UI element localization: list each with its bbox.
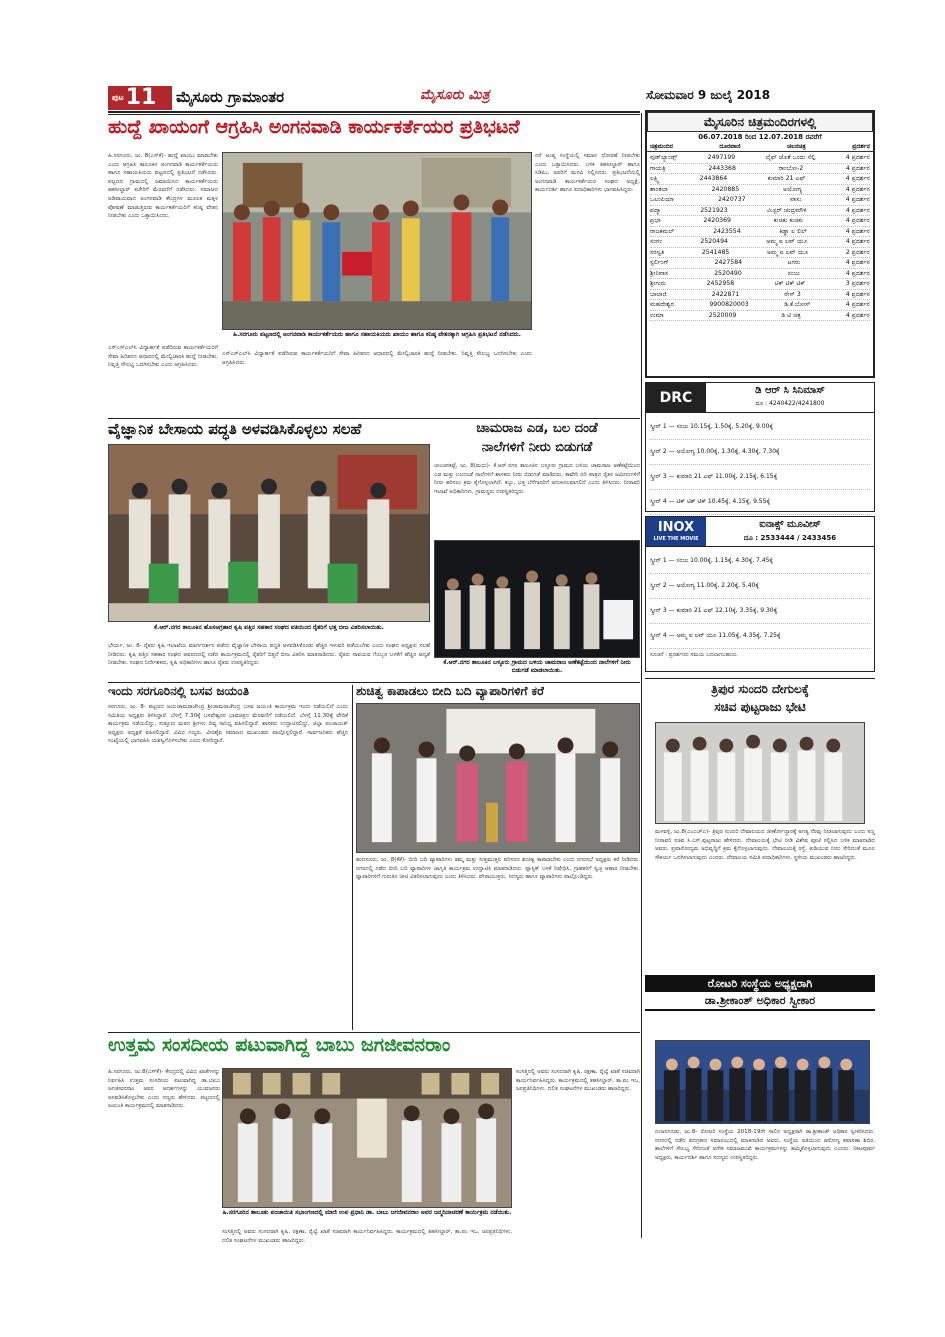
inox-title: ಐನಾಕ್ಸ್ ಮೂವೀಸ್ [759, 519, 821, 530]
cinema-row [650, 258, 870, 269]
story8-body-right: ಸಂಸತ್ತಿನಲ್ಲಿ ಅವರು ಸಂಸದರಾಗಿ ಕೃಷಿ, ರಕ್ಷಣಾ, ರೈಲ್ವೆ ಖಾತೆ ಸಚಿವರಾಗಿ ಕಾರ್ಯನಿರ್ವಹಿಸಿದ್ದರು. ಕಾರ್ಯಕ್ರಮದಲ್ಲಿ ತಹಸೀಲ್ದಾರ್, ತಾ.ಪಂ ಇಒ, ಜನಪ್ರತಿನಿಧಿಗಳು, ದಲಿತ ಸಂಘಟನೆಗಳ ಮುಖಂಡರು ಹಾಜರಿದ್ದರು. [516, 1069, 640, 1093]
cinema-shows: 4 ಪ್ರದರ್ಶನ [845, 311, 870, 319]
divider [645, 678, 875, 679]
story5-photo [356, 703, 640, 853]
cinema-shows: 4 ಪ್ರದರ್ಶನ [845, 290, 870, 298]
story5-headline: ಶುಚಿತ್ವ ಕಾಪಾಡಲು ಬೀದಿ ಬದಿ ವ್ಯಾಪಾರಿಗಳಿಗೆ ಕರೆ [356, 684, 544, 698]
cinema-film: ಡಿ ಟಿ ಚಿತ್ರ [781, 311, 801, 319]
cinema-phone: 2420737 [718, 196, 746, 203]
cinema-theatre-name: ಸ್ಟರ್ಲಿಂಗ್ [650, 259, 669, 266]
cinema-phone: 2452958 [706, 280, 735, 287]
story6-headline-line1: ತ್ರಿಪುರ ಸುಂದರಿ ದೇಗುಲಕ್ಕೆ [711, 682, 809, 696]
cinema-film: ಸಂಜು [787, 269, 800, 277]
story1-body-bottom: ಎಸ್‌ಎಸ್‌ಎಲ್‌ಸಿ ವಿದ್ಯಾರ್ಹತೆ ಪಡೆದಿರುವ ಕಾರ್ಯಕರ್ತೆಯರಿಗೆ ಸೇವಾ ಹಿರಿತನದ ಆಧಾರದಲ್ಲಿ ಮೇಲ್ವಿಚಾರಕಿ ಹುದ್ದೆ ನೀಡಬೇಕು. ನಿವೃತ್ತಿ ಸೌಲಭ್ಯ ಒದಗಿಸಬೇಕು ಎಂದು ಆಗ್ರಹಿಸಿದರು. [222, 351, 532, 366]
inox-logo-text: INOX [657, 520, 695, 535]
cinema-film: ಡಿ.ಕೆ.ಬೋಸ್ [784, 301, 811, 308]
cinema-phone: 2520490 [714, 269, 742, 277]
divider [108, 682, 640, 683]
divider [108, 418, 640, 419]
right-column-divider [641, 113, 642, 1238]
newspaper-brand: ಮೈಸೂರು ಮಿತ್ರ [420, 87, 490, 103]
story7-headline-box [645, 975, 875, 1011]
col-header-theatre: ಚಿತ್ರಮಂದಿರ [650, 143, 673, 150]
cinema-phone: 2520494 [700, 238, 728, 245]
cinema-film: ಟಿಕ್ ಟಿಕ್ ಟಿಕ್ [774, 280, 806, 287]
cinema-shows: 4 ಪ್ರದರ್ಶನ [845, 238, 870, 245]
drc-header [646, 383, 874, 413]
cinema-phone: 2420885 [711, 185, 740, 193]
cinema-film: ಅಯೋಗ್ಯ [782, 185, 802, 193]
inox-note: ಸೂಚನೆ : ಪ್ರದರ್ಶನದ ಸಮಯ ಬದಲಾಗಬಹುದು. [650, 652, 739, 658]
cinema-phone: 2541485 [701, 248, 730, 256]
inox-logo [646, 517, 706, 546]
cinema-shows: 4 ಪ್ರದರ್ಶನ [845, 206, 870, 214]
cinema-shows: 4 ಪ್ರದರ್ಶನ [845, 154, 870, 161]
cinema-phone: 2520009 [708, 311, 737, 319]
cinema-shows: 2 ಪ್ರದರ್ಶನ [845, 248, 870, 256]
story6-headline-line2: ಸಚಿವ ಪುಟ್ಟರಾಜು ಭೇಟಿ [714, 700, 806, 714]
cinema-row [650, 216, 870, 227]
cinema-date-range: 06.07.2018 ರಿಂದ 12.07.2018 ರವರೆಗೆ [698, 133, 822, 141]
cinema-theatre-name: ಪದ್ಮಾ [650, 206, 661, 214]
cinema-film: ಕುಮಾರಿ 21 ಎಫ್ [767, 175, 806, 182]
story1-photo [222, 152, 532, 330]
story1-body-left-cont: ಎಸ್‌ಎಸ್‌ಎಲ್‌ಸಿ ವಿದ್ಯಾರ್ಹತೆ ಪಡೆದಿರುವ ಕಾರ್ಯಕರ್ತೆಯರಿಗೆ ಸೇವಾ ಹಿರಿತನದ ಆಧಾರದಲ್ಲಿ ಮೇಲ್ವಿಚಾರಕಿ ಹುದ್ದೆ ನೀಡಬೇಕು. ನಿವೃತ್ತಿ ಸೌಲಭ್ಯ ಒದಗಿಸಬೇಕು ಎಂದು ಆಗ್ರಹಿಸಿದರು. [108, 345, 218, 369]
cinema-theatre-name: ಪ್ರಭಾ [650, 217, 661, 224]
inox-schedule [646, 547, 874, 651]
cinema-row [650, 269, 870, 280]
drc-title-block [706, 383, 874, 412]
cinema-film: ಮಿಸ್ಟರ್ ಚಂದ್ರಮೌಳಿ [766, 206, 807, 214]
cinema-shows: 4 ಪ್ರದರ್ಶನ [845, 259, 870, 266]
cinema-row [650, 300, 870, 311]
cinema-row [650, 153, 870, 164]
story4-body: ಸರಗೂರು, ಜು. 8- ಪಟ್ಟಣದ ಜಯಚಾಮರಾಜೇಂದ್ರ ಶ್ರೀಚಾಮರಾಜೇಂದ್ರ ಬಸವ ಜಯಂತಿ ಕಾರ್ಯಕ್ರಮ ಇಂದು ನಡೆಯಲಿದೆ ಎಂದು ಸಮಿತಿಯ ಅಧ್ಯಕ್ಷರು ತಿಳಿಸಿದ್ದಾರೆ. ಬೆಳಗ್ಗೆ 7.30ಕ್ಕೆ ಬಸವೇಶ್ವರರ ಭಾವಚಿತ್ರದ ಮೆರವಣಿಗೆ ನಡೆಯಲಿದೆ. ಬೆಳಗ್ಗೆ 11.30ಕ್ಕೆ ವೇದಿಕೆ ಕಾರ್ಯಕ್ರಮ ನಡೆಯಲಿದ್ದು, ಸುತ್ತೂರು ಮಠದ ಶ್ರೀಗಳು ದಿವ್ಯ ಸಾನಿಧ್ಯ ವಹಿಸಲಿದ್ದಾರೆ. ಶಾಸಕರು ಉದ್ಘಾಟಿಸಲಿದ್ದು, ಜಿಲ್ಲಾ ಪಂಚಾಯತ್ ಅಧ್ಯಕ್ಷರು ಅಧ್ಯಕ್ಷತೆ ವಹಿಸಲಿದ್ದಾರೆ. ವಿವಿಧ ಗಣ್ಯರು, ವೀರಶೈವ ಸಮಾಜದ ಮುಖಂಡರು ಪಾಲ್ಗೊಳ್ಳಲಿದ್ದಾರೆ. ಸಾರ್ವಜನಿಕರು ಹೆಚ್ಚಿನ ಸಂಖ್ಯೆಯಲ್ಲಿ ಭಾಗವಹಿಸಿ ಯಶಸ್ವಿಗೊಳಿಸಬೇಕು ಎಂದು ಕೋರಿದ್ದಾರೆ. [108, 704, 348, 745]
story4-headline: ಇಂದು ಸರಗೂರಿನಲ್ಲಿ ಬಸವ ಜಯಂತಿ [108, 684, 249, 698]
cinema-row [650, 174, 870, 185]
cinema-row [650, 185, 870, 196]
story1-body-right: ನರೆ ಅಂತ್ಯ ಸಂಸ್ಥೆಯಲ್ಲಿ ಸಮಾನ ಧೋರಣೆ ನೀಡಬೇಕು ಎಂದು ಒತ್ತಾಯಿಸಿದರು. ಬಳಿಕ ತಹಸೀಲ್ದಾರ್ ಹಾಗೂ ಸಿಡಿಪಿಒ ಅವರಿಗೆ ಮನವಿ ಸಲ್ಲಿಸಿದರು. ಪ್ರತಿಭಟನೆಯಲ್ಲಿ ಅಂಗನವಾಡಿ ಕಾರ್ಯಕರ್ತೆಯರ ಸಂಘದ ಅಧ್ಯಕ್ಷೆ, ಕಾರ್ಯದರ್ಶಿ ಹಾಗೂ ಪದಾಧಿಕಾರಿಗಳು ಭಾಗವಹಿಸಿದ್ದರು. [535, 153, 640, 194]
cinema-row [650, 248, 870, 259]
cinema-row [650, 164, 870, 175]
inox-movies-box [645, 516, 875, 672]
cinema-film: ರಾಂಬೋ-2 [778, 164, 804, 172]
cinema-title: ಮೈಸೂರಿನ ಚಿತ್ರಮಂದಿರಗಳಲ್ಲಿ [647, 112, 873, 132]
cinema-theatre-name: ಶಾಂತಲಾ [650, 185, 668, 193]
drc-title: ಡಿ ಆರ್ ಸಿ ಸಿನಿಮಾಸ್ [755, 385, 825, 396]
cinema-shows: 4 ಪ್ರದರ್ಶನ [845, 185, 870, 193]
inox-screen-row: ಸ್ಕ್ರೀನ್ 3 — ಕುಮಾರಿ 21 ಎಫ್ 12.10ಕ್ಕೆ, 3.35ಕ್ಕೆ, 9.30ಕ್ಕೆ [650, 599, 870, 624]
story8-photo [222, 1068, 512, 1208]
cinema-film: ಟಗರು [787, 259, 801, 266]
story7-headline-line1: ರೋಟರಿ ಸಂಸ್ಥೆಯ ಅಧ್ಯಕ್ಷರಾಗಿ [707, 977, 813, 990]
cinema-phone: 2423554 [713, 227, 741, 235]
drc-screen-row: ಸ್ಕ್ರೀನ್ 4 — ಟಿಕ್ ಟಿಕ್ ಟಿಕ್ 10.45ಕ್ಕೆ, 4.15ಕ್ಕೆ, 9.55ಕ್ಕೆ [650, 490, 870, 515]
cinema-film: ಕುಚಿಕು ಕುಚಿಕು [773, 217, 804, 224]
inox-screen-row: ಸ್ಕ್ರೀನ್ 1 — ಸಂಜು 10.00ಕ್ಕೆ, 1.15ಕ್ಕೆ, 4.30ಕ್ಕೆ, 7.45ಕ್ಕೆ [650, 549, 870, 574]
cinema-film: ಅಮ್ಮ ಐ ಲವ್ ಯೂ [766, 248, 809, 256]
story2-headline: ವೈಜ್ಞಾನಿಕ ಬೇಸಾಯ ಪದ್ಧತಿ ಅಳವಡಿಸಿಕೊಳ್ಳಲು ಸಲಹೆ [108, 420, 362, 438]
inox-title-block [706, 517, 874, 546]
section-title: ಮೈಸೂರು ಗ್ರಾಮಾಂತರ [176, 88, 285, 106]
story2-photo [108, 444, 430, 622]
story6-photo [655, 722, 865, 824]
cinema-theatre-name: ಉಮಾ [650, 311, 664, 319]
cinema-film: ಕಿಡ್ಡಾ ಲ ಲಿಲ್ [779, 227, 808, 235]
cinema-shows: 4 ಪ್ರದರ್ಶನ [845, 269, 870, 277]
story2-caption: ಕೆ.ಆರ್.ನಗರ ತಾಲೂಕಿನ ಹೊಸಅಗ್ರಹಾರ ಕೃಷಿ ಪತ್ತಿನ ಸಹಕಾರ ಸಂಘದ ವತಿಯಿಂದ ರೈತರಿಗೆ ಭತ್ತ ಬೀಜ ವಿತರಿಸಲಾಯಿತು. [154, 624, 384, 631]
cinema-theatre-name: ಗಾಯತ್ರಿ [650, 164, 666, 172]
cinema-theatre-name: ಲಕ್ಷ್ಮಿ [650, 175, 660, 182]
story7-photo [655, 1040, 870, 1124]
story8-caption: ಹಿ.ಸರಗೂರಿನ ತಾಲೂಕು ಪಂಚಾಯಿತಿ ಸಭಾಂಗಣದಲ್ಲಿ ಮಾಜಿ ಉಪ ಪ್ರಧಾನಿ ಡಾ. ಬಾಬು ಜಗಜೀವನರಾಂ ಅವರ ಜನ್ಮದಿನಾಚರಣೆ ಕಾರ್ಯಕ್ರಮ ನಡೆಯಿತು. [222, 1209, 512, 1216]
cinema-film: ಲೈಫ್ ಜೊತೆ ಒಂದು ಸೆಲ್ಫಿ [765, 154, 816, 161]
story3-photo [434, 540, 640, 658]
cinema-theatre-name: ಶ್ರೀನಿವಾಸ [650, 269, 669, 277]
column-divider [352, 685, 353, 1030]
cinema-theatre-name: ರಾಜಕಮಲ್ [650, 227, 675, 235]
cinema-phone: 2420369 [703, 217, 731, 224]
cinema-row [650, 227, 870, 238]
cinema-theatre-name: ಬಾಲಾಜಿ [650, 290, 667, 298]
cinema-phone: 2497199 [707, 154, 736, 161]
inox-screen-row: ಸ್ಕ್ರೀನ್ 4 — ಅಮ್ಮ ಐ ಲವ್ ಯೂ 11.05ಕ್ಕೆ, 4.35ಕ್ಕೆ, 7.25ಕ್ಕೆ [650, 624, 870, 649]
cinema-shows: 4 ಪ್ರದರ್ಶನ [845, 301, 870, 308]
cinema-theatre-name: ಮಹದೇಶ್ವರ [650, 301, 674, 308]
cinema-row [650, 206, 870, 217]
masthead-rule-thin [108, 114, 640, 115]
cinema-row [650, 311, 870, 322]
masthead-rule [108, 111, 640, 113]
page-label: ಪುಟ [112, 93, 124, 102]
story3-body: ಚುಂಚನಕಟ್ಟೆ, ಜು. 8(ಮಧು)- ಕೆ.ಆರ್.ನಗರ ತಾಲೂಕಿನ ಬಳ್ಳೂರು ಗ್ರಾಮದ ಬಳಿಯ ಚಾಮರಾಜ ಅಣೆಕಟ್ಟೆಯಿಂದ ಎಡ ಮತ್ತು ಬಲದಂಡೆ ನಾಲೆಗಳಿಗೆ ಶಾಸಕರು ನೀರು ಬಿಡುಗಡೆ ಮಾಡಿದರು. ಕಾವೇರಿ ನದಿ ಪಾತ್ರದ ರೈತರ ಜಮೀನುಗಳಿಗೆ ನೀರು ಹರಿಸಲು ಕ್ರಮ ಕೈಗೊಳ್ಳಲಾಗಿದೆ. ಕಬ್ಬು, ಭತ್ತ ಬೆಳೆಗಾರರಿಗೆ ಅನುಕೂಲವಾಗಲಿದೆ ಎಂದು ತಿಳಿಸಿದರು. ನೀರಾವರಿ ಇಲಾಖೆ ಅಧಿಕಾರಿಗಳು, ಗ್ರಾಮಸ್ಥರು ಉಪಸ್ಥಿತರಿದ್ದರು. [434, 463, 640, 495]
story1-body-left: ಹಿ.ಸರಗೂರು, ಜು. 8(ಎಸ್‌ಕೆ)- ಹುದ್ದೆ ಖಾಯಂ ಮಾಡಬೇಕು ಎಂದು ಆಗ್ರಹಿಸಿ ತಾಲೂಕಿನ ಅಂಗನವಾಡಿ ಕಾರ್ಯಕರ್ತೆಯರು ಹಾಗೂ ಸಹಾಯಕಿಯರು ಪಟ್ಟಣದಲ್ಲಿ ಪ್ರತಿಭಟನೆ ನಡೆಸಿದರು. ಪಟ್ಟಣದ ಗ್ರಾಮದಲ್ಲಿ ಜಮಾಯಿಸಿದ ಕಾರ್ಯಕರ್ತೆಯರು ತಹಸೀಲ್ದಾರ್ ಕಚೇರಿಗೆ ಮೆರವಣಿಗೆ ನಡೆಸಿದರು. ಸಮಾಜದ ಅಡಿಪಾಯವಾದ ಅಂಗನವಾಡಿ ಕೇಂದ್ರಗಳ ಮೂಲಕ ಮಕ್ಕಳ ಪೋಷಣೆ ಮಾಡುತ್ತಿರುವ ಕಾರ್ಯಕರ್ತೆಯರಿಗೆ ಕನಿಷ್ಠ ವೇತನ ನೀಡಬೇಕು ಎಂದು ಒತ್ತಾಯಿಸಿದರು. [108, 153, 218, 220]
cinema-shows: 4 ಪ್ರದರ್ಶನ [845, 196, 870, 203]
cinema-column-headers [647, 143, 873, 152]
drc-screen-row: ಸ್ಕ್ರೀನ್ 3 — ಕುಮಾರಿ 21 ಎಫ್ 11.00ಕ್ಕೆ, 2.15ಕ್ಕೆ, 6.15ಕ್ಕೆ [650, 465, 870, 490]
drc-schedule [646, 413, 874, 517]
cinema-theatre-name: ವುಡ್‌ಲ್ಯಾಂಡ್ಸ್ [650, 154, 678, 161]
cinema-theatre-name: ಒಲಂಪಿಯಾ [650, 196, 674, 203]
story5-body: ಹುಣಸೂರು, ಜು. 8(ಕೆಕೆ)- ಬೀದಿ ಬದಿ ವ್ಯಾಪಾರಿಗಳು ತಮ್ಮ ಮತ್ತು ಸುತ್ತಮುತ್ತಲ ಪರಿಸರದ ಶುಚಿತ್ವ ಕಾಪಾಡಬೇಕು ಎಂದು ನಗರಸಭೆ ಅಧ್ಯಕ್ಷರು ಕರೆ ನೀಡಿದರು. ನಗರದಲ್ಲಿ ನಡೆದ ಬೀದಿ ಬದಿ ವ್ಯಾಪಾರಿಗಳ ಜಾಗೃತಿ ಕಾರ್ಯಕ್ರಮ ಉದ್ಘಾಟಿಸಿ ಮಾತನಾಡಿದರು. ಪ್ಲಾಸ್ಟಿಕ್ ಬಳಕೆ ನಿಷೇಧಿಸಿ, ಗ್ರಾಹಕರಿಗೆ ಸ್ವಚ್ಛ ಆಹಾರ ನೀಡಬೇಕು. ವ್ಯಾಪಾರಿಗಳಿಗೆ ಗುರುತಿನ ಚೀಟಿ ವಿತರಿಸಲಾಗುವುದು ಎಂದು ತಿಳಿಸಿದರು. ಪೌರಾಯುಕ್ತರು, ಸದಸ್ಯರು ಹಾಗೂ ವ್ಯಾಪಾರಿಗಳು ಪಾಲ್ಗೊಂಡಿದ್ದರು. [356, 857, 640, 881]
cinema-phone: 2521923 [700, 206, 728, 214]
cinema-shows: 4 ಪ್ರದರ್ಶನ [845, 227, 870, 235]
cinema-shows: 3 ಪ್ರದರ್ಶನ [845, 280, 870, 287]
cinema-shows: 4 ಪ್ರದರ್ಶನ [845, 217, 870, 224]
cinema-listing-box [645, 110, 875, 378]
story1-caption: ಹಿ.ಸರಗೂರು ಪಟ್ಟಣದಲ್ಲಿ ಅಂಗನವಾಡಿ ಕಾರ್ಯಕರ್ತೆಯರು ಹಾಗೂ ಸಹಾಯಕಿಯರು ಖಾಯಂ ಹಾಗೂ ಕನಿಷ್ಠ ವೇತನಕ್ಕಾಗಿ ಆಗ್ರಹಿಸಿ ಪ್ರತಿಭಟನೆ ನಡೆಸಿದರು. [233, 331, 521, 338]
dateline: ಸೋಮವಾರ 9 ಜುಲೈ 2018 [646, 88, 771, 102]
cinema-phone: 2422871 [711, 290, 740, 298]
cinema-film: ರೇಸ್ 3 [784, 290, 801, 298]
page-number-box [108, 86, 172, 110]
story7-headline-line2: ಡಾ.ಶ್ರೀಕಾಂತ್ ಅಧಿಕಾರ ಸ್ವೀಕಾರ [645, 992, 875, 1009]
cinema-shows: 4 ಪ್ರದರ್ಶನ [845, 164, 870, 172]
cinema-phone: 2443368 [708, 164, 736, 172]
story3-headline-line1: ಚಾಮರಾಜ ಎಡ, ಬಲ ದಂಡೆ [476, 421, 598, 436]
drc-phone: ದೂ : 4240422/4241800 [755, 400, 825, 407]
drc-cinemas-box [645, 382, 875, 512]
story3-caption: ಕೆ.ಆರ್.ನಗರ ತಾಲೂಕಿನ ಬಳ್ಳೂರು ಗ್ರಾಮದ ಬಳಿಯ ಚಾಮರಾಜ ಅಣೆಕಟ್ಟೆಯಿಂದ ನಾಲೆಗಳಿಗೆ ನೀರು ಬಿಡುಗಡೆ ಮಾಡಲಾಯಿತು. [443, 659, 631, 674]
cinema-phone: 2427584 [714, 259, 743, 266]
story6-body: ಮಳವಳ್ಳಿ, ಜು.8(ಎಂಎಚ್‌ಎ)- ತ್ರಿಪುರ ಸುಂದರಿ ದೇವಾಲಯದ ಜೀರ್ಣೋದ್ಧಾರಕ್ಕೆ ಅಗತ್ಯ ನೆರವು ನೀಡಲಾಗುವುದು ಎಂದು ಸಣ್ಣ ನೀರಾವರಿ ಸಚಿವ ಸಿ.ಎಸ್.ಪುಟ್ಟರಾಜು ಹೇಳಿದರು. ದೇವಾಲಯಕ್ಕೆ ಭೇಟಿ ನೀಡಿ ವಿಶೇಷ ಪೂಜೆ ಸಲ್ಲಿಸಿದ ಬಳಿಕ ಮಾತನಾಡಿದ ಅವರು, ಪ್ರವಾಸೋದ್ಯಮ ಅಭಿವೃದ್ಧಿಗೆ ಕ್ರಮ ಕೈಗೊಳ್ಳಲಾಗುವುದು. ದೇವಾಲಯಕ್ಕೆ ರಸ್ತೆ, ಕುಡಿಯುವ ನೀರು ಸೇರಿದಂತೆ ಮೂಲ ಸೌಕರ್ಯ ಒದಗಿಸಲಾಗುವುದು ಎಂದರು. ದೇವಾಲಯ ಸಮಿತಿ ಪದಾಧಿಕಾರಿಗಳು, ಸ್ಥಳೀಯ ಮುಖಂಡರು ಹಾಜರಿದ್ದರು. [655, 829, 875, 861]
cinema-row [650, 237, 870, 248]
story8-body-bottom: ಸಂಸತ್ತಿನಲ್ಲಿ ಅವರು ಸಂಸದರಾಗಿ ಕೃಷಿ, ರಕ್ಷಣಾ, ರೈಲ್ವೆ ಖಾತೆ ಸಚಿವರಾಗಿ ಕಾರ್ಯನಿರ್ವಹಿಸಿದ್ದರು. ಕಾರ್ಯಕ್ರಮದಲ್ಲಿ ತಹಸೀಲ್ದಾರ್, ತಾ.ಪಂ ಇಒ, ಜನಪ್ರತಿನಿಧಿಗಳು, ದಲಿತ ಸಂಘಟನೆಗಳ ಮುಖಂಡರು ಹಾಜರಿದ್ದರು. [222, 1229, 512, 1244]
cinema-rows [647, 152, 873, 374]
story8-headline: ಉತ್ತಮ ಸಂಸದೀಯ ಪಟುವಾಗಿದ್ದ ಬಾಬು ಜಗಜೀವನರಾಂ [108, 1034, 451, 1056]
cinema-shows: 4 ಪ್ರದರ್ಶನ [845, 175, 870, 182]
story3-headline-line2: ನಾಲೆಗಳಿಗೆ ನೀರು ಬಿಡುಗಡೆ [481, 440, 593, 455]
cinema-film: ವಾಸು [790, 196, 802, 203]
story2-body: ಭೇರ್ಯ, ಜು. 8- ರೈತರು ಕೃಷಿ ಇಲಾಖೆಯ ಮಾರ್ಗದರ್ಶನ ಪಡೆದು ವೈಜ್ಞಾನಿಕ ಬೇಸಾಯ ಪದ್ಧತಿ ಅಳವಡಿಸಿಕೊಂಡು ಹೆಚ್ಚಿನ ಇಳುವರಿ ಪಡೆಯಬೇಕು ಎಂದು ಸಂಘದ ಅಧ್ಯಕ್ಷರು ಸಲಹೆ ನೀಡಿದರು. ಕೃಷಿ ಪತ್ತಿನ ಸಹಕಾರ ಸಂಘದ ಆವರಣದಲ್ಲಿ ನಡೆದ ಕಾರ್ಯಕ್ರಮದಲ್ಲಿ ರೈತರಿಗೆ ಬಿತ್ತನೆ ಬೀಜ ವಿತರಿಸಿ ಮಾತನಾಡಿದರು. ರೈತರು ಸಾವಯವ ಗೊಬ್ಬರ ಬಳಕೆಗೆ ಹೆಚ್ಚಿನ ಆದ್ಯತೆ ನೀಡಬೇಕು. ಸಂಘದ ನಿರ್ದೇಶಕರು, ಕೃಷಿ ಅಧಿಕಾರಿಗಳು ಹಾಗೂ ರೈತರು ಉಪಸ್ಥಿತರಿದ್ದರು. [108, 643, 430, 667]
cinema-row [650, 195, 870, 206]
story8-body-left: ಹಿ.ಸರಗೂರು, ಜು.8(ಎಸ್‌ಕೆ)- ಕೇಂದ್ರದಲ್ಲಿ ವಿವಿಧ ಖಾತೆಗಳನ್ನು ನಿರ್ವಹಿಸಿ ಉತ್ತಮ ಸಂಸದೀಯ ಪಟುವಾಗಿದ್ದ ಡಾ.ಬಾಬು ಜಗಜೀವನರಾಂ ಅವರ ಆದರ್ಶಗಳನ್ನು ಯುವಜನರು ಅಳವಡಿಸಿಕೊಳ್ಳಬೇಕು ಎಂದು ಗಣ್ಯರು ಹೇಳಿದರು. ಪಟ್ಟಣದಲ್ಲಿ ಜಯಂತಿ ಕಾರ್ಯಕ್ರಮದಲ್ಲಿ ಮಾತನಾಡಿದರು. [108, 1069, 220, 1110]
inox-phone: ದೂ : 2533444 / 2433456 [743, 534, 837, 542]
inox-tagline: LIVE THE MOVIE [653, 536, 699, 542]
cinema-theatre-name: ಸಂಗಂ [650, 238, 663, 245]
cinema-row [650, 279, 870, 290]
divider [108, 1032, 640, 1033]
drc-logo: DRC [646, 383, 706, 412]
inox-screen-row: ಸ್ಕ್ರೀನ್ 2 — ಅಯೋಗ್ಯ 11.00ಕ್ಕೆ, 2.20ಕ್ಕೆ, 5.40ಕ್ಕೆ [650, 574, 870, 599]
cinema-theatre-name: ಶ್ರೀಗುರು [650, 280, 667, 287]
story1-headline: ಹುದ್ದೆ ಖಾಯಂಗೆ ಆಗ್ರಹಿಸಿ ಅಂಗನವಾಡಿ ಕಾರ್ಯಕರ್ತೆಯರ ಪ್ರತಿಭಟನೆ [108, 116, 520, 138]
cinema-film: ಅಮ್ಮ ಐ ಲವ್ ಯೂ [766, 238, 808, 245]
col-header-phone: ದೂರವಾಣಿ [719, 143, 741, 150]
page-number: 11 [125, 85, 157, 110]
drc-screen-row: ಸ್ಕ್ರೀನ್ 2 — ಅಯೋಗ್ಯ 10.00ಕ್ಕೆ, 1.30ಕ್ಕೆ, 4.30ಕ್ಕೆ, 7.30ಕ್ಕೆ [650, 440, 870, 465]
drc-screen-row: ಸ್ಕ್ರೀನ್ 1 — ಸಂಜು 10.15ಕ್ಕೆ, 1.50ಕ್ಕೆ, 5.20ಕ್ಕೆ, 9.00ಕ್ಕೆ [650, 415, 870, 440]
col-header-shows: ಪ್ರದರ್ಶನ [852, 143, 870, 150]
cinema-phone: 9900820003 [709, 301, 749, 308]
inox-header [646, 517, 874, 547]
cinema-phone: 2443864 [699, 175, 728, 182]
cinema-row [650, 290, 870, 301]
story7-body: ನಂಜನಗೂಡು, ಜು.8- ರೋಟರಿ ಸಂಸ್ಥೆಯ 2018-19ನೇ ಸಾಲಿನ ಅಧ್ಯಕ್ಷರಾಗಿ ಡಾ.ಶ್ರೀಕಾಂತ್ ಅಧಿಕಾರ ಸ್ವೀಕರಿಸಿದರು. ನಗರದಲ್ಲಿ ನಡೆದ ಪದಗ್ರಹಣ ಸಮಾರಂಭದಲ್ಲಿ ಮಾತನಾಡಿದ ಅವರು, ಸಂಸ್ಥೆಯ ವತಿಯಿಂದ ಆರೋಗ್ಯ ತಪಾಸಣಾ ಶಿಬಿರ, ಶಾಲೆಗಳಿಗೆ ಸೌಲಭ್ಯ ಸೇರಿದಂತೆ ಅನೇಕ ಸಮಾಜಮುಖಿ ಕಾರ್ಯಕ್ರಮಗಳನ್ನು ಹಮ್ಮಿಕೊಳ್ಳಲಾಗುವುದು ಎಂದರು. ನಿಕಟಪೂರ್ವ ಅಧ್ಯಕ್ಷರು, ಕಾರ್ಯದರ್ಶಿ ಹಾಗೂ ಸದಸ್ಯರು ಉಪಸ್ಥಿತರಿದ್ದರು. [655, 1129, 875, 1161]
col-header-film: ಚಲನಚಿತ್ರ [786, 143, 806, 150]
cinema-theatre-name: ಸರಸ್ವತಿ [650, 248, 665, 256]
